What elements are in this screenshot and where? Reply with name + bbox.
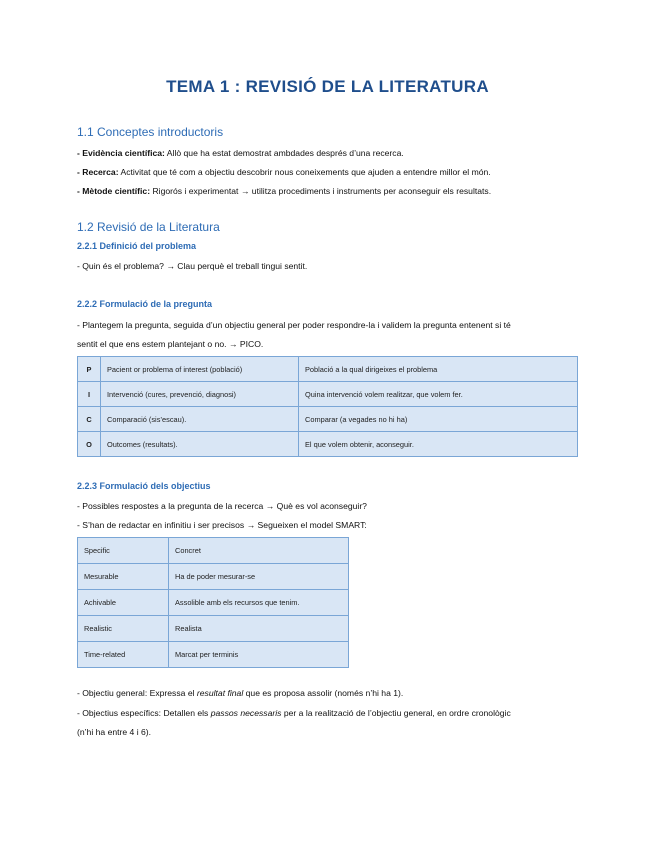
question-line-1: - Plantegem la pregunta, seguida d’un objectiu general per poder respondre-la i validem la pregunta entenent si té	[77, 320, 511, 330]
question-line-2: sentit el que ens estem plantejant o no. → PICO.	[77, 339, 264, 349]
emphasis: passos necessaris	[210, 708, 282, 718]
pico-letter: I	[78, 382, 101, 407]
pico-table	[77, 356, 578, 457]
text-part: per a la realització de l’objectiu general, en ordre cronològic	[281, 708, 511, 718]
pico-desc: Quina intervenció volem realitzar, que volem fer.	[299, 382, 578, 407]
table-row	[78, 382, 578, 407]
table-row	[78, 642, 349, 668]
subheading-problem: 2.2.1 Definició del problema	[77, 241, 197, 251]
pico-letter: C	[78, 407, 101, 432]
table-row	[78, 407, 578, 432]
pico-desc: Comparar (a vegades no hi ha)	[299, 407, 578, 432]
specific-objectives-cont: (n’hi ha entre 4 i 6).	[77, 727, 152, 737]
term: - Mètode científic:	[77, 186, 151, 196]
table-row	[78, 616, 349, 642]
definition: Allò que ha estat demostrat ambdades després d’una recerca.	[164, 148, 404, 158]
definition: Activitat que té com a objectiu descobrir nous coneixements que ajuden a entendre millor el món.	[118, 167, 491, 177]
smart-value: Assolible amb els recursos que tenim.	[169, 590, 349, 616]
smart-value: Marcat per terminis	[169, 642, 349, 668]
list-item	[77, 167, 491, 177]
table-row	[78, 590, 349, 616]
emphasis: resultat final	[196, 688, 244, 698]
text-part: - Objectiu general: Expressa el	[77, 688, 197, 698]
section-heading-concepts: 1.1 Conceptes introductoris	[77, 125, 224, 139]
section-heading-review: 1.2 Revisió de la Literatura	[77, 220, 220, 234]
pico-desc: Població a la qual dirigeixes el problema	[299, 357, 578, 382]
smart-key: Realistic	[78, 616, 169, 642]
objectives-line-1: - Possibles respostes a la pregunta de la recerca → Què es vol aconseguir?	[77, 501, 367, 511]
table-row	[78, 564, 349, 590]
term: - Recerca:	[77, 167, 119, 177]
term: - Evidència científica:	[77, 148, 165, 158]
pico-letter: P	[78, 357, 101, 382]
list-item	[77, 148, 404, 158]
pico-name: Intervenció (cures, prevenció, diagnosi)	[101, 382, 299, 407]
definition: Rigorós i experimentat → utilitza procediments i instruments per aconseguir els resultats.	[150, 186, 492, 196]
smart-value: Concret	[169, 538, 349, 564]
smart-key: Specific	[78, 538, 169, 564]
pico-name: Pacient or problema of interest (població)	[101, 357, 299, 382]
smart-table	[77, 537, 349, 668]
pico-name: Outcomes (resultats).	[101, 432, 299, 457]
pico-desc: El que volem obtenir, aconseguir.	[299, 432, 578, 457]
problem-line: - Quin és el problema? → Clau perquè el treball tingui sentit.	[77, 261, 308, 271]
table-row	[78, 432, 578, 457]
smart-value: Ha de poder mesurar-se	[169, 564, 349, 590]
smart-key: Time-related	[78, 642, 169, 668]
pico-letter: O	[78, 432, 101, 457]
text-part: que es proposa assolir (només n’hi ha 1).	[243, 688, 404, 698]
objectives-line-2: - S’han de redactar en infinitiu i ser precisos → Segueixen el model SMART:	[77, 520, 367, 530]
table-row	[78, 357, 578, 382]
smart-value: Realista	[169, 616, 349, 642]
list-item	[77, 186, 491, 196]
text-part: - Objectius específics: Detallen els	[77, 708, 211, 718]
general-objective	[77, 688, 403, 698]
subheading-objectives: 2.2.3 Formulació dels objectius	[77, 481, 211, 491]
page-title: TEMA 1 : REVISIÓ DE LA LITERATURA	[166, 77, 489, 96]
table-row	[78, 538, 349, 564]
subheading-question: 2.2.2 Formulació de la pregunta	[77, 299, 213, 309]
smart-key: Achivable	[78, 590, 169, 616]
pico-name: Comparació (sis’escau).	[101, 407, 299, 432]
specific-objectives	[77, 708, 511, 718]
smart-key: Mesurable	[78, 564, 169, 590]
